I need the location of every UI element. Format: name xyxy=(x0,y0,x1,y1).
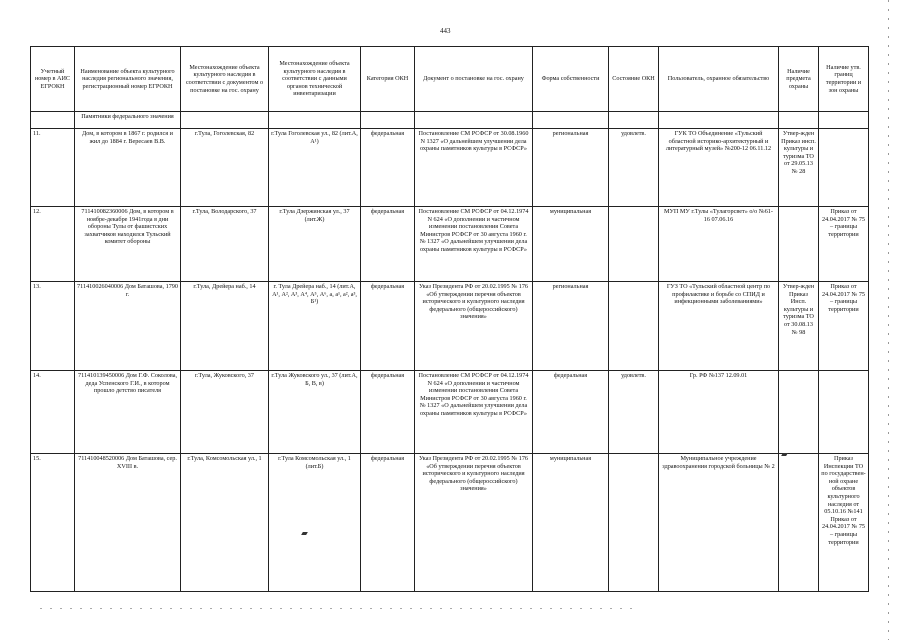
borders: Приказ от 24.04.2017 № 75 – границы территории xyxy=(819,207,869,282)
table-row xyxy=(31,371,869,454)
ownership: муниципальная xyxy=(533,207,609,282)
condition xyxy=(609,454,659,592)
header-borders: Наличие утв. границ территории и зон охраны xyxy=(819,47,869,112)
header-condition: Состояние ОКН xyxy=(609,47,659,112)
document: Постановление СМ РСФСР от 04.12.1974 N 624 «О дополнении и частичном изменении постановления Совета Министров РСФСР от 30 августа 1960 г. № 1327 «О дальнейшем улучшении дела охраны памятников культуры в РСФСР» xyxy=(415,371,533,454)
row-number: 11. xyxy=(31,129,75,207)
object-name: 711410048520006 Дом Баташова, сер. XVIII в. xyxy=(75,454,181,592)
borders xyxy=(819,129,869,207)
row-number: 13. xyxy=(31,282,75,371)
user: ГУК ТО Объединение «Тульский областной историко-архитектурный и литературный музей» №200-12 06.11.12 xyxy=(659,129,779,207)
section-row xyxy=(31,112,869,129)
header-ownership: Форма собственности xyxy=(533,47,609,112)
condition xyxy=(609,207,659,282)
header-document: Документ о постановке на гос. охрану xyxy=(415,47,533,112)
table-row xyxy=(31,207,869,282)
table-row xyxy=(31,454,869,592)
category: федеральная xyxy=(361,282,415,371)
header-account-number: Учетный номер в АИС ЕГРОКН xyxy=(31,47,75,112)
location-ti: г. Тула Дрейера наб., 14 (лит.А, А¹, А², А³, А⁴, А⁵, А⁶, а, а¹, а², а³, Б¹) xyxy=(269,282,361,371)
location-doc: г.Тула, Володарского, 37 xyxy=(181,207,269,282)
category: федеральная xyxy=(361,207,415,282)
borders xyxy=(819,371,869,454)
document: Постановление СМ РСФСР от 04.12.1974 N 624 «О дополнении и частичном изменении постановления Совета Министров РСФСР от 30 августа 1960 г. № 1327 «О дальнейшем улучшении дела охраны памятников культуры в РСФСР» xyxy=(415,207,533,282)
ownership: региональная xyxy=(533,129,609,207)
header-location-doc: Местонахождение объекта культурного наследия в соответствии с документом о постановке на гос. охрану xyxy=(181,47,269,112)
user: Гр. РФ №137 12.09.01 xyxy=(659,371,779,454)
heritage-registry-table xyxy=(30,46,869,592)
protection-subject: Утвер-жден Приказ Инсп. культуры и туризма ТО от 30.08.13 № 98 xyxy=(779,282,819,371)
ownership: муниципальная xyxy=(533,454,609,592)
header-protection-subject: Наличие предмета охраны xyxy=(779,47,819,112)
location-ti: г.Тула Жуковского ул., 37 (лит.А, Б, В, в) xyxy=(269,371,361,454)
condition: удовлетв. xyxy=(609,129,659,207)
location-doc: г.Тула, Комсомольская ул., 1 xyxy=(181,454,269,592)
object-name: Дом, в котором в 1867 г. родился и жил до 1884 г. Вересаев В.В. xyxy=(75,129,181,207)
location-ti: г.Тула Комсомольская ул., 1 (лит.Б) xyxy=(269,454,361,592)
table-row xyxy=(31,129,869,207)
user: ГУЗ ТО «Тульский областной центр по профилактике и борьбе со СПИД и инфекционными заболеваниями» xyxy=(659,282,779,371)
header-category: Категория ОКН xyxy=(361,47,415,112)
row-number: 15. xyxy=(31,454,75,592)
borders: Приказ от 24.04.2017 № 75 – границы территории xyxy=(819,282,869,371)
document: Указ Президента РФ от 20.02.1995 № 176 «Об утверждении перечня объектов исторического и культурного наследия федерального (общероссийского) значения» xyxy=(415,282,533,371)
object-name: 711410026040006 Дом Баташова, 1790 г. xyxy=(75,282,181,371)
category: федеральная xyxy=(361,129,415,207)
header-user: Пользователь, охранное обязательство xyxy=(659,47,779,112)
table-header-row xyxy=(31,47,869,112)
document: Указ Президента РФ от 20.02.1995 № 176 «Об утверждении перечня объектов исторического и культурного наследия федерального (общероссийского) значения» xyxy=(415,454,533,592)
condition xyxy=(609,282,659,371)
protection-subject xyxy=(779,454,819,592)
row-number: 14. xyxy=(31,371,75,454)
condition: удовлетв. xyxy=(609,371,659,454)
page-number: 443 xyxy=(440,27,451,35)
user: Муниципальное учреждение здравоохранения городской больницы № 2 xyxy=(659,454,779,592)
header-location-ti: Местонахождение объекта культурного наследия в соответствии с данными органов технической инвентаризации xyxy=(269,47,361,112)
table-row xyxy=(31,282,869,371)
object-name: 711410082360006 Дом, в котором в ноябре-декабре 1941года в дни обороны Тулы от фашистских захватчиков находился Тульский комитет обороны xyxy=(75,207,181,282)
category: федеральная xyxy=(361,371,415,454)
row-number: 12. xyxy=(31,207,75,282)
document: Постановление СМ РСФСР от 30.08.1960 N 1327 «О дальнейшем улучшении дела охраны памятников культуры в РСФСР» xyxy=(415,129,533,207)
section-label: Памятники федерального значения xyxy=(75,112,181,129)
user: МУП МУ г.Тулы «Тулагорсвет» о/о №61-16 07.06.16 xyxy=(659,207,779,282)
location-ti: г.Тула Гоголевская ул., 82 (лит.А, А¹) xyxy=(269,129,361,207)
section-cell-empty xyxy=(31,112,75,129)
object-name: 711410139450006 Дом Г.Ф. Соколова, деда Успенского Г.И., в котором прошло детство писателя xyxy=(75,371,181,454)
scan-bottom-dashes xyxy=(40,608,640,609)
location-doc: г.Тула, Жуковского, 37 xyxy=(181,371,269,454)
protection-subject xyxy=(779,207,819,282)
location-doc: г.Тула, Дрейера наб., 14 xyxy=(181,282,269,371)
protection-subject xyxy=(779,371,819,454)
header-object-name: Наименование объекта культурного наследия регионального значения, регистрационный номер ЕГРОКН xyxy=(75,47,181,112)
location-doc: г.Тула, Гоголевская, 82 xyxy=(181,129,269,207)
category: федеральная xyxy=(361,454,415,592)
ownership: региональная xyxy=(533,282,609,371)
borders: Приказ Инспекции ТО по государствен-ной охране объектов культурного наследия от 05.10.16 №141 Приказ от 24.04.2017 № 75 – границы территории xyxy=(819,454,869,592)
protection-subject: Утвер-жден Приказ инсп. культуры и туризма ТО от 29.05.13 № 28 xyxy=(779,129,819,207)
scan-edge-dashes xyxy=(888,0,889,640)
location-ti: г.Тула Дзержинская ул., 37 (лит.Ж) xyxy=(269,207,361,282)
ownership: федеральная xyxy=(533,371,609,454)
